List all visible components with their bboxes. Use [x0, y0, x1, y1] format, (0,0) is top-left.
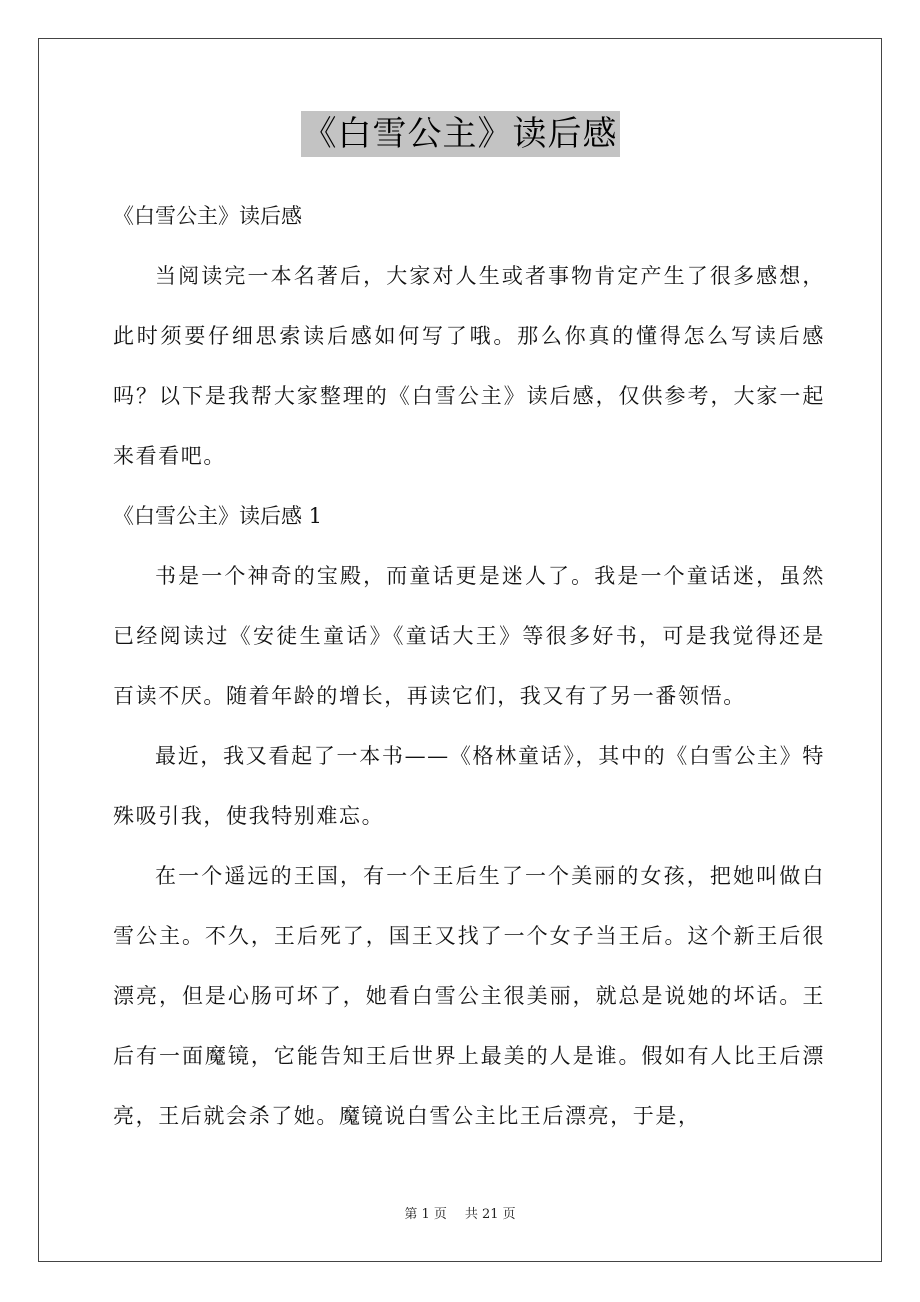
subtitle: 《白雪公主》读后感: [113, 204, 302, 228]
page-footer: [0, 1206, 920, 1224]
page-total: 共 21 页: [464, 1207, 516, 1222]
title-container: [0, 111, 920, 157]
body-paragraph: 最近，我又看起了一本书——《格林童话》，其中的《白雪公主》特殊吸引我，使我特别难忘。: [113, 744, 825, 828]
page-number: 第 1 页: [404, 1207, 447, 1222]
document-body: [113, 186, 825, 1146]
intro-paragraph: 当阅读完一本名著后，大家对人生或者事物肯定产生了很多感想，此时须要仔细思索读后感如何写了哦。那么你真的懂得怎么写读后感吗？以下是我帮大家整理的《白雪公主》读后感，仅供参考，大家一起来看看吧。: [113, 264, 825, 468]
body-paragraph: 书是一个神奇的宝殿，而童话更是迷人了。我是一个童话迷，虽然已经阅读过《安徒生童话》《童话大王》等很多好书，可是我觉得还是百读不厌。随着年龄的增长，再读它们，我又有了另一番领悟。: [113, 564, 825, 708]
document-title: 《白雪公主》读后感: [301, 111, 620, 157]
section-heading: 《白雪公主》读后感 1: [113, 504, 323, 528]
body-paragraph: 在一个遥远的王国，有一个王后生了一个美丽的女孩，把她叫做白雪公主。不久，王后死了，国王又找了一个女子当王后。这个新王后很漂亮，但是心肠可坏了，她看白雪公主很美丽，就总是说她的坏话。王后有一面魔镜，它能告知王后世界上最美的人是谁。假如有人比王后漂亮，王后就会杀了她。魔镜说白雪公主比王后漂亮，于是，: [113, 864, 825, 1128]
